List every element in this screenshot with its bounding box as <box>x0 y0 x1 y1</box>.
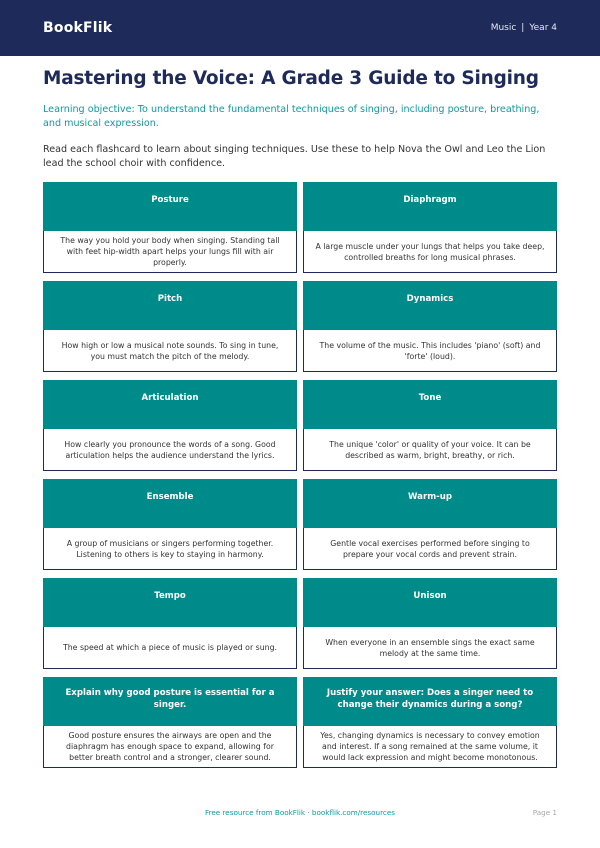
meta-separator: | <box>521 23 525 33</box>
flashcard-diaphragm[interactable] <box>303 182 557 273</box>
intro-text: Read each flashcard to learn about singing techniques. Use these to help Nova the Owl and Leo the Lion lead the school choir with confidence. <box>43 144 546 169</box>
flashcard-pitch[interactable] <box>43 281 297 372</box>
flashcard-front: Ensemble <box>43 479 297 528</box>
flashcard-back: Gentle vocal exercises performed before singing to prepare your vocal cords and prevent strain. <box>303 528 557 570</box>
flashcard-front: Tempo <box>43 578 297 627</box>
flashcard-front: Tone <box>303 380 557 429</box>
flashcard-posture-question[interactable] <box>43 677 297 768</box>
flashcard-front: Justify your answer: Does a singer need to change their dynamics during a song? <box>303 677 557 726</box>
flashcard-dynamics-question[interactable] <box>303 677 557 768</box>
flashcard-dynamics[interactable] <box>303 281 557 372</box>
flashcard-posture[interactable] <box>43 182 297 273</box>
page-title: Mastering the Voice: A Grade 3 Guide to Singing <box>43 68 539 89</box>
header-meta <box>491 23 557 33</box>
flashcard-front: Dynamics <box>303 281 557 330</box>
flashcard-back: The way you hold your body when singing. Standing tall with feet hip-width apart helps your lungs fill with air properly. <box>43 231 297 273</box>
year-label: Year 4 <box>529 23 557 33</box>
page-header <box>0 0 600 56</box>
flashcard-warm-up[interactable] <box>303 479 557 570</box>
flashcard-tempo[interactable] <box>43 578 297 669</box>
flashcard-unison[interactable] <box>303 578 557 669</box>
subject-label: Music <box>490 23 517 33</box>
flashcard-front: Explain why good posture is essential for a singer. <box>43 677 297 726</box>
learning-objective: Learning objective: To understand the fundamental techniques of singing, including posture, breathing, and musical expression. <box>43 104 540 129</box>
flashcard-front: Warm-up <box>303 479 557 528</box>
flashcard-front: Articulation <box>43 380 297 429</box>
flashcard-front: Diaphragm <box>303 182 557 231</box>
flashcard-back: How clearly you pronounce the words of a song. Good articulation helps the audience understand the lyrics. <box>43 429 297 471</box>
page-number: Page 1 <box>532 808 557 817</box>
flashcard-back: When everyone in an ensemble sings the exact same melody at the same time. <box>303 627 557 669</box>
flashcard-articulation[interactable] <box>43 380 297 471</box>
flashcard-grid <box>43 182 557 768</box>
flashcard-back: Yes, changing dynamics is necessary to convey emotion and interest. If a song remained at the same volume, it would lack expression and might become monotonous. <box>303 726 557 768</box>
flashcard-tone[interactable] <box>303 380 557 471</box>
flashcard-front: Pitch <box>43 281 297 330</box>
flashcard-back: The volume of the music. This includes 'piano' (soft) and 'forte' (loud). <box>303 330 557 372</box>
flashcard-back: A group of musicians or singers performing together. Listening to others is key to staying in harmony. <box>43 528 297 570</box>
flashcard-back: A large muscle under your lungs that helps you take deep, controlled breaths for long musical phrases. <box>303 231 557 273</box>
flashcard-back: How high or low a musical note sounds. To sing in tune, you must match the pitch of the melody. <box>43 330 297 372</box>
flashcard-front: Posture <box>43 182 297 231</box>
footer-link[interactable]: Free resource from BookFlik · bookflik.com/resources <box>204 808 396 817</box>
brand-logo[interactable]: BookFlik <box>43 20 113 36</box>
main-content <box>0 67 600 171</box>
flashcard-front: Unison <box>303 578 557 627</box>
flashcard-back: The speed at which a piece of music is played or sung. <box>43 627 297 669</box>
flashcard-ensemble[interactable] <box>43 479 297 570</box>
flashcard-back: Good posture ensures the airways are open and the diaphragm has enough space to expand, allowing for better breath control and a stronger, clearer sound. <box>43 726 297 768</box>
flashcard-back: The unique 'color' or quality of your voice. It can be described as warm, bright, breathy, or rich. <box>303 429 557 471</box>
